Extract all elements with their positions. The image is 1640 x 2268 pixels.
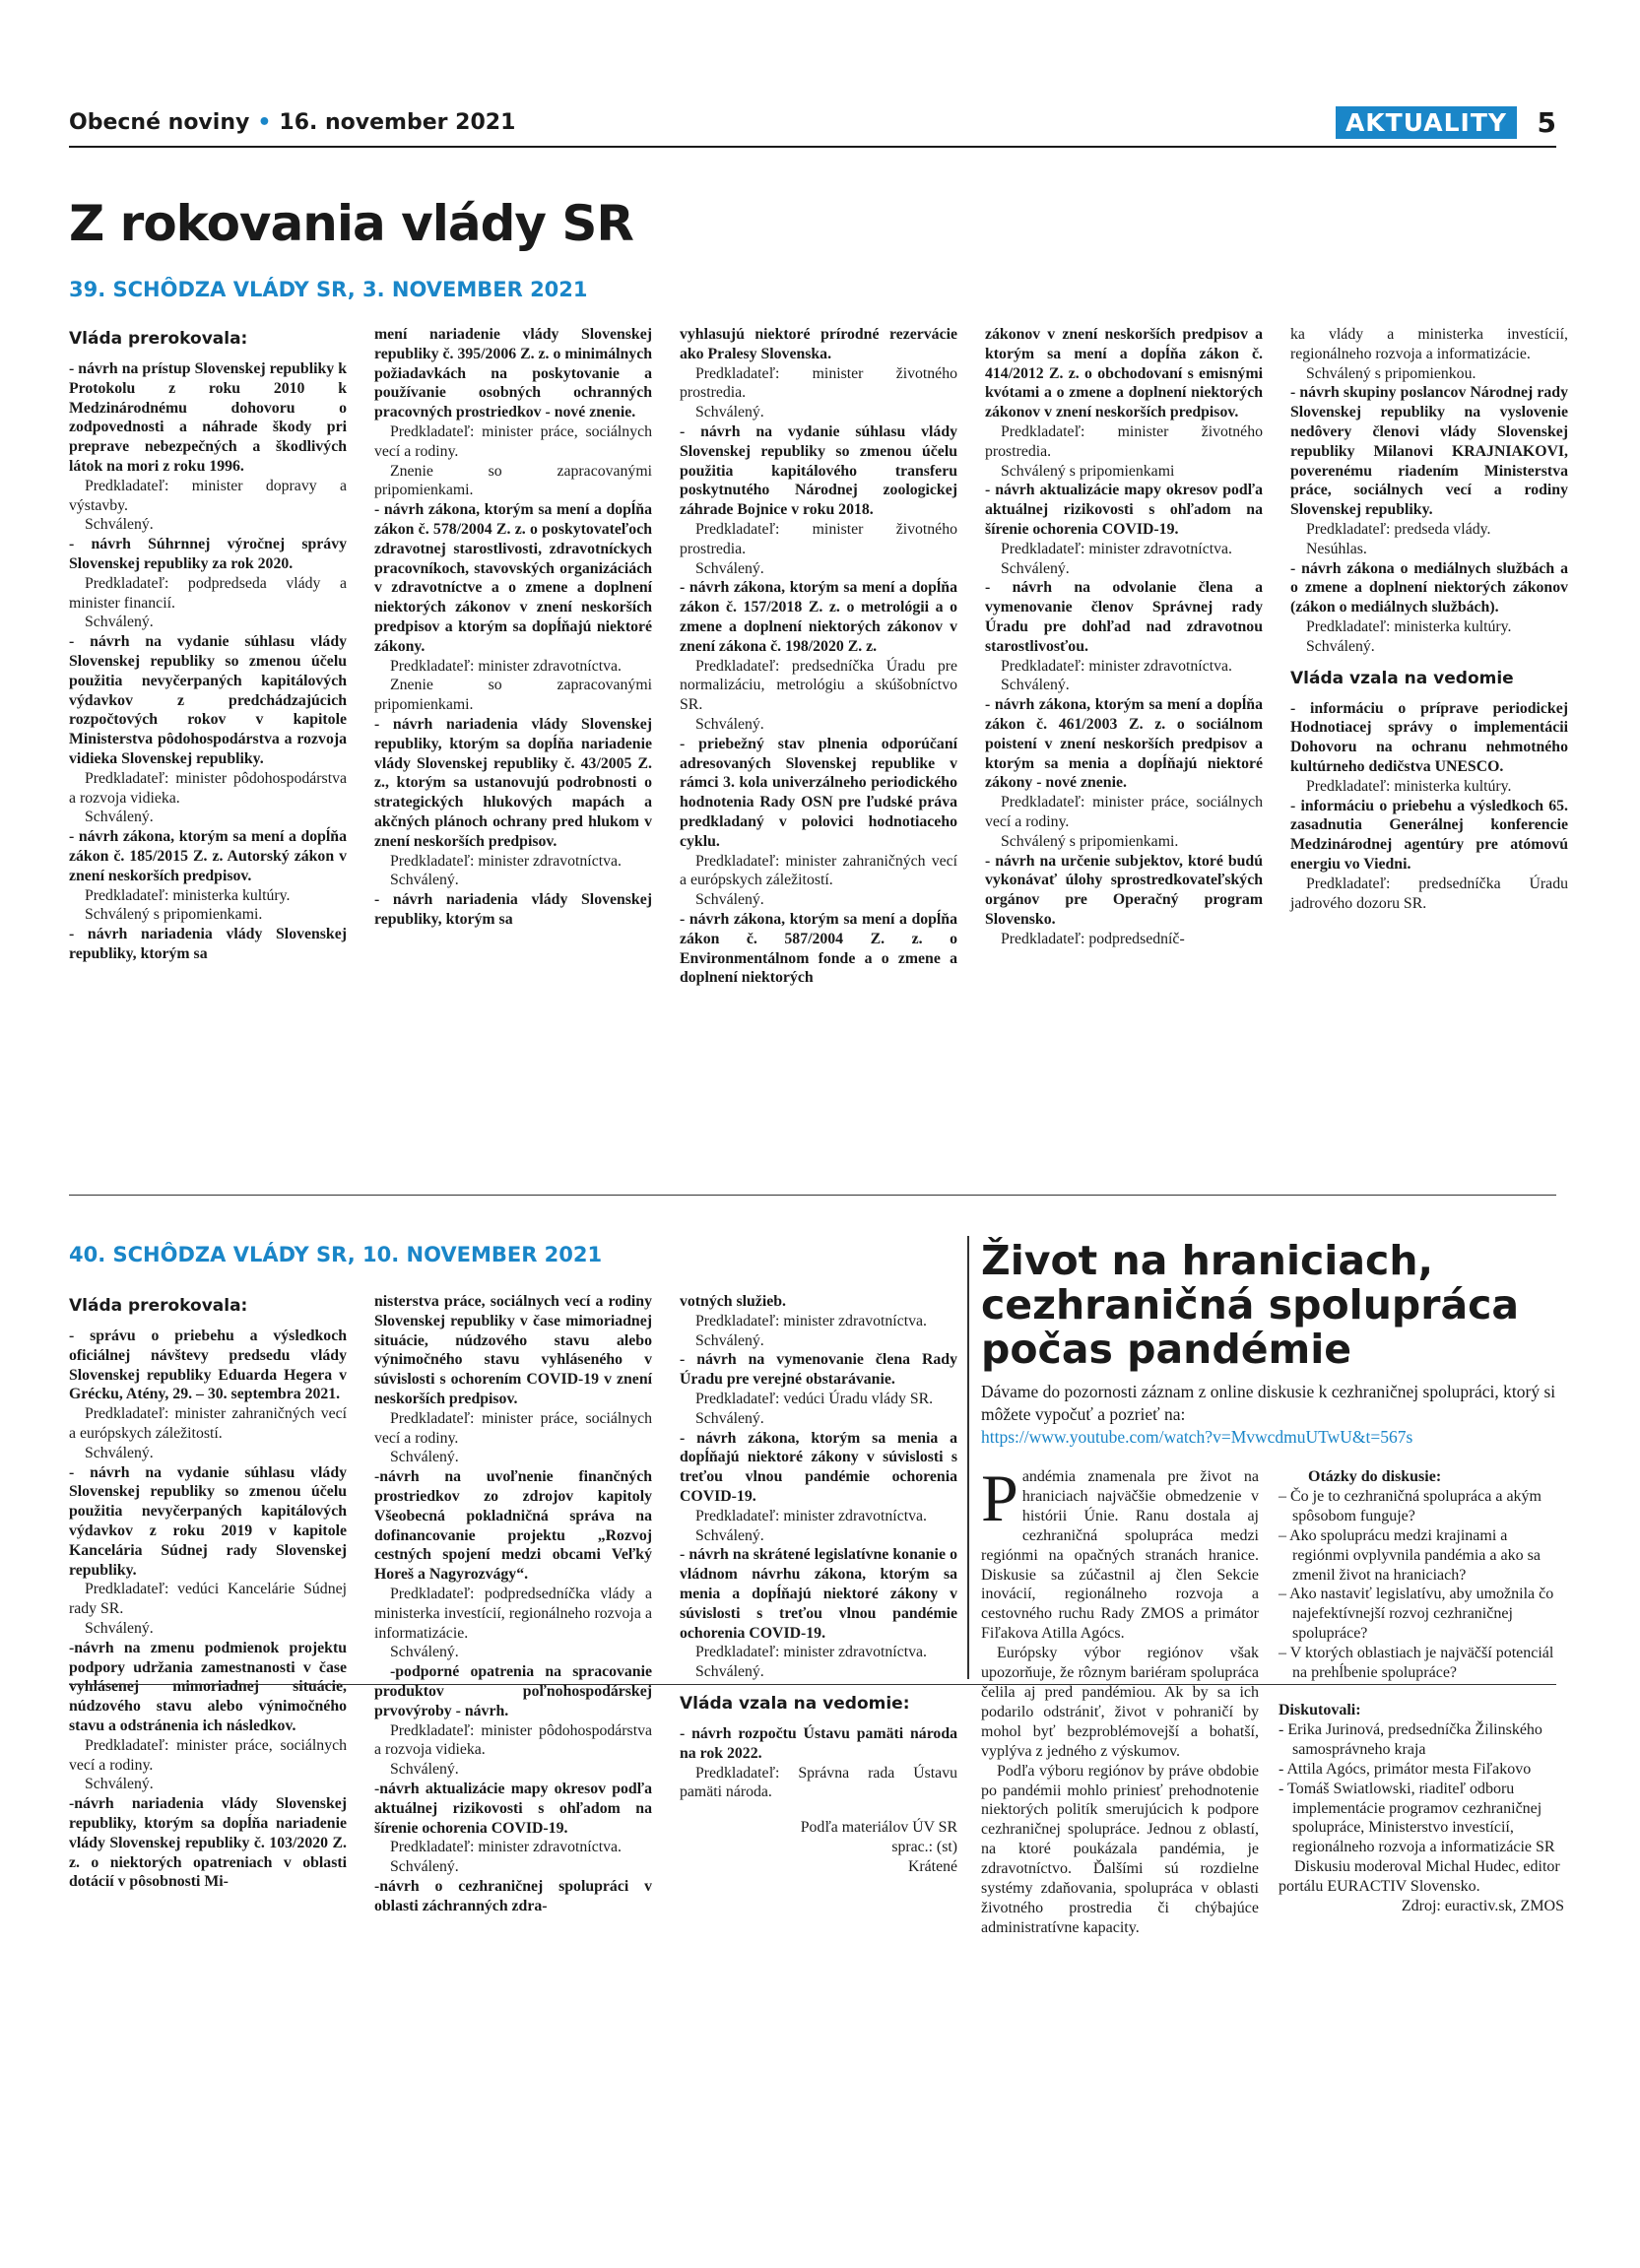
agenda-item: - návrh na skrátené legislatívne konanie o vládnom návrhu zákona, ktorým sa menia a dopĺňajú niektoré zákony v súvislosti s treťou vlnou pandémie ochorenia COVID-19.	[680, 1546, 957, 1642]
agenda-item: - návrh na vydanie súhlasu vlády Slovenskej republiky so zmenou účelu použitia nevyčerpaných kapitálových výdavkov z predchádzajúcich rozpočtových rokov v kapitole Ministerstva pôdohospodárstva a rozvoja vidieka Slovenskej republiky.	[69, 633, 347, 767]
agenda-note: Predkladateľ: minister zdravotníctva.	[1001, 657, 1232, 675]
agenda-note: Predkladateľ: minister pôdohospodárstva a rozvoja vidieka.	[69, 769, 347, 807]
agenda-item: -návrh o cezhraničnej spolupráci v oblasti záchranných zdra-	[374, 1877, 652, 1914]
agenda-note: Predkladateľ: ministerka kultúry.	[1306, 777, 1512, 795]
issue-date: 16. november 2021	[279, 110, 516, 135]
agenda-note: Schválený s pripomienkami.	[85, 906, 263, 924]
panel-list	[1279, 1720, 1564, 1857]
paper-name: Obecné noviny	[69, 110, 250, 135]
agenda-note: Predkladateľ: minister zahraničných vecí a európskych záležitostí.	[680, 852, 957, 889]
agenda-item: - informáciu o príprave periodickej Hodnotiacej správy o implementácii Dohovoru na ochranu nehmotného kultúrneho dedičstva UNESCO.	[1290, 699, 1568, 775]
agenda-note: Predkladateľ: ministerka kultúry.	[1306, 617, 1512, 635]
meeting-39-heading: 39. SCHÔDZA VLÁDY SR, 3. NOVEMBER 2021	[69, 278, 588, 301]
header-rule	[69, 146, 1556, 148]
agenda-note: Znenie so zapracovanými pripomienkami.	[374, 677, 652, 714]
agenda-note: Predkladateľ: podpredsedníč-	[1001, 930, 1185, 947]
agenda-item: - návrh na vydanie súhlasu vlády Slovenskej republiky so zmenou účelu použitia kapitálového transferu poskytnutého Národnej zoologickej záhrade Bojnice v roku 2018.	[680, 422, 957, 519]
agenda-note: Schválený.	[695, 1331, 764, 1349]
agenda-item: - návrh zákona, ktorým sa mení a dopĺňa zákon č. 587/2004 Z. z. o Environmentálnom fonde a o zmene a doplnení niektorých	[680, 910, 957, 987]
meeting-39-column-4	[985, 325, 1263, 949]
agenda-item: - návrh zákona o mediálnych službách a o zmene a doplnení niektorých zákonov (zákon o mediálnych službách).	[1290, 559, 1568, 616]
agenda-item: -návrh aktualizácie mapy okresov podľa aktuálnej rizikovosti s ohľadom na šírenie ochorenia COVID-19.	[374, 1780, 652, 1837]
masthead	[69, 110, 515, 135]
page-header	[69, 106, 1556, 146]
agenda-note: Schválený s pripomienkou.	[1306, 364, 1476, 382]
side-article-lead	[981, 1381, 1562, 1449]
agenda-item: -návrh nariadenia vlády Slovenskej republiky, ktorým sa dopĺňa nariadenie vlády Slovenskej republiky č. 103/2020 Z. z. o niektorých opatreniach v oblasti dotácií v pôsobnosti Mi-	[69, 1795, 347, 1891]
question-item: – Ako nastaviť legislatívu, aby umožnila čo najefektívnejší rozvoj cezhraničnej spolupráce?	[1279, 1586, 1554, 1643]
agenda-item: - priebežný stav plnenia odporúčaní adresovaných Slovenskej republike v rámci 3. kola univerzálneho periodického hodnotenia Rady OSN pre ľudské práva predkladaný v polovici hodnotiaceho cyklu.	[680, 735, 957, 850]
source-credit: Krátené	[908, 1857, 957, 1875]
agenda-subheading: Vláda vzala na vedomie:	[680, 1693, 910, 1714]
agenda-note: Predkladateľ: podpredsedníčka vlády a ministerka investícií, regionálneho rozvoja a informatizácie.	[374, 1585, 652, 1642]
agenda-item: -podporné opatrenia na spracovanie produktov poľnohospodárskej prvovýroby - návrh.	[374, 1663, 652, 1719]
agenda-item: - informáciu o priebehu a výsledkoch 65. zasadnutia Generálnej konferencie Medzinárodnej agentúry pre atómovú energiu vo Viedni.	[1290, 797, 1568, 873]
agenda-item: - návrh na prístup Slovenskej republiky k Protokolu z roku 2010 k Medzinárodnému dohovoru o zodpovednosti a náhrade škody pri preprave nebezpečných a škodlivých látok na mori z roku 1996.	[69, 360, 347, 475]
agenda-subheading: Vláda vzala na vedomie	[1290, 668, 1514, 688]
agenda-note: Znenie so zapracovanými pripomienkami.	[374, 462, 652, 499]
agenda-note: Predkladateľ: vedúci Úradu vlády SR.	[695, 1390, 934, 1407]
agenda-note: Predkladateľ: predsedníčka Úradu pre normalizáciu, metrológiu a skúšobníctvo SR.	[680, 657, 957, 714]
questions-list	[1279, 1487, 1564, 1683]
agenda-note: Schválený.	[85, 1776, 154, 1793]
agenda-note: Schválený.	[695, 715, 764, 733]
agenda-item: - návrh nariadenia vlády Slovenskej republiky, ktorým sa	[69, 926, 347, 962]
meeting-39-column-1	[69, 325, 347, 964]
agenda-subheading: Vláda prerokovala:	[69, 329, 248, 349]
agenda-note: Schválený.	[695, 891, 764, 909]
moderator-note: Diskusiu moderoval Michal Hudec, editor portálu EURACTIV Slovensko.	[1279, 1858, 1560, 1896]
lead-text: Dávame do pozornosti záznam z online diskusie k cezhraničnej spolupráci, ktorý si môžete vypočuť a pozrieť na:	[981, 1382, 1556, 1424]
agenda-note: Predkladateľ: predsedníčka Úradu jadrového dozoru SR.	[1290, 875, 1568, 912]
agenda-note: Schválený.	[85, 1619, 154, 1637]
agenda-note: Predkladateľ: minister práce, sociálnych vecí a rodiny.	[374, 1409, 652, 1447]
question-item: – Ako spoluprácu medzi krajinami a regiónmi ovplyvnila pandémia a ako sa zmenil život na hraniciach?	[1279, 1526, 1541, 1584]
agenda-note: Predkladateľ: minister dopravy a výstavby.	[69, 477, 347, 514]
agenda-note: Predkladateľ: ministerka kultúry.	[85, 886, 291, 904]
article-paragraph	[981, 1460, 1259, 1644]
agenda-note: Predkladateľ: minister zdravotníctva.	[695, 1312, 927, 1329]
source-credit: Podľa materiálov ÚV SR	[800, 1819, 957, 1837]
agenda-item: nisterstva práce, sociálnych vecí a rodiny Slovenskej republiky v čase mimoriadnej situácie, núdzového stavu alebo výnimočného stavu vyhláseného v súvislosti s ochorením COVID-19 v znení neskorších predpisov.	[374, 1293, 652, 1407]
page-number: 5	[1537, 106, 1556, 139]
meeting-39-column-3	[680, 325, 957, 988]
agenda-item: - správu o priebehu a výsledkoch oficiálnej návštevy predsedu vlády Slovenskej republiky Eduarda Hegera v Grécku, Atény, 29. – 30. septembra 2021.	[69, 1328, 347, 1403]
agenda-item: - návrh rozpočtu Ústavu pamäti národa na rok 2022.	[680, 1724, 957, 1762]
agenda-note: Schválený s pripomienkami.	[1001, 832, 1179, 850]
drop-cap: P	[981, 1460, 1018, 1535]
agenda-note: Schválený.	[390, 1858, 459, 1876]
agenda-note: Predkladateľ: minister pôdohospodárstva a rozvoja vidieka.	[374, 1721, 652, 1759]
video-link[interactable]: https://www.youtube.com/watch?v=MvwcdmuUTwU&t=567s	[981, 1427, 1413, 1447]
agenda-item: - návrh zákona, ktorým sa mení a dopĺňa zákon č. 461/2003 Z. z. o sociálnom poistení v znení neskorších predpisov a ktorým sa menia a dopĺňajú niektoré zákony - nové znenie.	[985, 696, 1263, 792]
agenda-note: Schválený.	[695, 1409, 764, 1427]
agenda-item: - návrh zákona, ktorým sa mení a dopĺňa zákon č. 578/2004 Z. z. o poskytovateľoch zdravotnej starostlivosti, zdravotníckych pracovníkoch, stavovských organizáciách v zdravotníctve a o zmene a doplnení niektorých zákonov v znení neskorších predpisov a ktorým sa dopĺňajú niektoré zákony.	[374, 501, 652, 655]
meeting-40-heading: 40. SCHÔDZA VLÁDY SR, 10. NOVEMBER 2021	[69, 1243, 603, 1266]
source-credit: sprac.: (st)	[891, 1838, 957, 1855]
meeting-40-column-2	[374, 1292, 652, 1916]
agenda-note: Schválený.	[1001, 677, 1070, 694]
agenda-note: Schválený.	[85, 1444, 154, 1461]
section-label: AKTUALITY	[1336, 106, 1517, 139]
agenda-item: - návrh nariadenia vlády Slovenskej republiky, ktorým sa	[374, 891, 652, 928]
agenda-item: votných služieb.	[680, 1293, 786, 1310]
agenda-note: Predkladateľ: Správna rada Ústavu pamäti národa.	[680, 1764, 957, 1801]
agenda-note: Predkladateľ: minister zdravotníctva.	[695, 1644, 927, 1661]
agenda-note: Predkladateľ: vedúci Kancelárie Súdnej rady SR.	[69, 1581, 347, 1618]
agenda-note: Predkladateľ: minister zdravotníctva.	[390, 1839, 622, 1856]
agenda-note: Schválený.	[695, 559, 764, 577]
agenda-note: Predkladateľ: minister životného prostredia.	[680, 520, 957, 557]
agenda-item: - návrh na odvolanie člena a vymenovanie členov Správnej rady Úradu pre dohľad nad zdravotnou starostlivosťou.	[985, 579, 1263, 655]
agenda-item: - návrh skupiny poslancov Národnej rady Slovenskej republiky na vyslovenie nedôvery členovi vlády Slovenskej republiky Milanovi KRAJNIAKOVI, poverenému riadením Ministerstva práce, sociálnych vecí a rodiny Slovenskej republiky.	[1290, 384, 1568, 519]
agenda-item: - návrh na určenie subjektov, ktoré budú vykonávať úlohy sprostredkovateľských orgánov pre Operačný program Slovensko.	[985, 852, 1263, 928]
agenda-item: - návrh Súhrnnej výročnej správy Slovenskej republiky za rok 2020.	[69, 536, 347, 572]
agenda-note: Schválený.	[85, 809, 154, 826]
panel-heading: Diskutovali:	[1279, 1701, 1361, 1718]
meeting-40-column-3	[680, 1292, 957, 1877]
question-item: – V ktorých oblastiach je najväčší potenciál na prehĺbenie spolupráce?	[1279, 1645, 1554, 1682]
agenda-note: Predkladateľ: predseda vlády.	[1306, 520, 1491, 538]
side-article-title: Život na hraniciach, cezhraničná spolupráca počas pandémie	[981, 1237, 1520, 1373]
agenda-note: Predkladateľ: minister práce, sociálnych vecí a rodiny.	[69, 1736, 347, 1774]
questions-heading: Otázky do diskusie:	[1308, 1468, 1442, 1485]
agenda-item: - návrh nariadenia vlády Slovenskej republiky, ktorým sa dopĺňa nariadenie vlády Slovenskej republiky č. 43/2005 Z. z., ktorým sa ustanovujú podrobnosti o strategických hlukových mapách a akčných plánoch ochrany pred hlukom v znení neskorších predpisov.	[374, 715, 652, 850]
agenda-note: Schválený.	[695, 1663, 764, 1681]
meeting-39-column-2	[374, 325, 652, 930]
agenda-note: Predkladateľ: minister životného prostredia.	[680, 364, 957, 402]
agenda-subheading: Vláda prerokovala:	[69, 1296, 248, 1316]
agenda-note: Predkladateľ: minister životného prostredia.	[985, 422, 1263, 460]
meeting-39-column-5	[1290, 325, 1568, 913]
agenda-note: Schválený.	[85, 614, 154, 631]
agenda-item: -návrh na zmenu podmienok projektu podpory udržania zamestnanosti v čase vyhlásenej mimoriadnej situácie, núdzového stavu alebo výnimočného stavu a odstránenia ich následkov.	[69, 1639, 347, 1734]
article-paragraph: Európsky výbor regiónov však upozorňuje, že rôznym bariéram spolupráca čelila aj pred pandémiou. Ak by sa ich podarilo odstrániť, život v pohraničí by mohol byť bezproblémovejší a bohatší, vyplýva z jedného z výskumov.	[981, 1645, 1259, 1760]
agenda-item: zákonov v znení neskorších predpisov a ktorým sa mení a dopĺňa zákon č. 414/2012 Z. z. o obchodovaní s emisnými kvótami a o zmene a doplnení niektorých zákonov v znení neskorších predpisov.	[985, 326, 1263, 421]
agenda-note: Predkladateľ: minister práce, sociálnych vecí a rodiny.	[985, 794, 1263, 830]
section-divider	[69, 1195, 1556, 1196]
panelist-item: - Attila Agócs, primátor mesta Fiľakovo	[1279, 1760, 1532, 1778]
agenda-note: ka vlády a ministerka investícií, regionálneho rozvoja a informatizácie.	[1290, 326, 1568, 362]
agenda-item: -návrh na uvoľnenie finančných prostriedkov zo zdrojov kapitoly Všeobecná pokladničná správa na dofinancovanie projektu „Rozvoj cestných spojení medzi obcami Veľký Horeš a Nagyrozvágy“.	[374, 1468, 652, 1584]
side-article-body	[981, 1460, 1259, 1938]
agenda-item: - návrh aktualizácie mapy okresov podľa aktuálnej rizikovosti s ohľadom na šírenie ochorenia COVID-19.	[985, 482, 1263, 538]
agenda-note: Predkladateľ: minister zdravotníctva.	[390, 657, 622, 675]
agenda-item: vyhlasujú niektoré prírodné rezervácie ako Pralesy Slovenska.	[680, 326, 957, 362]
agenda-item: - návrh na vymenovanie člena Rady Úradu pre verejné obstarávanie.	[680, 1351, 957, 1389]
article-paragraph: Podľa výboru regiónov by práve obdobie po pandémii mohlo priniesť prehodnotenie niektorých politík smerujúcich k podpore cezhraničnej spolupráce. Jednou z oblastí, na ktoré poukázala pandémia, je zdravotníctvo. Ďalšími sú rozdielne systémy zdaňovania, spolupráca v oblasti životného prostredia či chýbajúce administratívne kapacity.	[981, 1762, 1259, 1936]
paragraph-text: andémia znamenala pre život na hraniciach najväčšie obmedzenie v histórii Únie. Ranu dostala aj cezhraničná spolupráca medzi regiónmi na opačných stranách hranice. Diskusie sa zúčastnil aj člen Sekcie inovácií, regionálneho rozvoja a cestovného ruchu Rady ZMOS a primátor Fiľakova Atilla Agócs.	[981, 1468, 1259, 1643]
agenda-note: Schválený.	[390, 1449, 459, 1466]
separator-dot: •	[257, 110, 272, 135]
question-item: – Čo je to cezhraničná spolupráca a akým spôsobom funguje?	[1279, 1487, 1542, 1524]
agenda-item: mení nariadenie vlády Slovenskej republiky č. 395/2006 Z. z. o minimálnych požiadavkách na poskytovanie a používanie osobných ochranných pracovných prostriedkov - nové znenie.	[374, 326, 652, 421]
agenda-note: Schválený.	[695, 1526, 764, 1544]
agenda-note: Predkladateľ: minister zdravotníctva.	[390, 852, 622, 870]
agenda-note: Schválený.	[1306, 637, 1375, 655]
panelist-item: - Tomáš Swiatlowski, riaditeľ odboru implementácie programov cezhraničnej spolupráce, Ministerstvo investícií, regionálneho rozvoja a informatizácie SR	[1279, 1780, 1555, 1856]
column-divider	[967, 1236, 969, 1679]
agenda-note: Schválený.	[390, 1644, 459, 1661]
agenda-note: Predkladateľ: minister zahraničných vecí a európskych záležitostí.	[69, 1405, 347, 1442]
side-source: Zdroj: euractiv.sk, ZMOS	[1401, 1898, 1564, 1915]
agenda-note: Schválený.	[390, 872, 459, 889]
meeting-40-column-1	[69, 1292, 347, 1892]
agenda-note: Schválený.	[695, 404, 764, 421]
agenda-note: Predkladateľ: minister práce, sociálnych vecí a rodiny.	[374, 422, 652, 460]
agenda-item: - návrh zákona, ktorým sa mení a dopĺňa zákon č. 157/2018 Z. z. o metrológii a o zmene a doplnení niektorých zákonov v znení zákona č. 198/2020 Z. z.	[680, 579, 957, 655]
agenda-item: - návrh zákona, ktorým sa menia a dopĺňajú niektoré zákony v súvislosti s treťou vlnou pandémie ochorenia COVID-19.	[680, 1429, 957, 1505]
agenda-note: Schválený.	[85, 516, 154, 534]
side-article-questions	[1279, 1467, 1564, 1916]
agenda-item: - návrh zákona, ktorým sa mení a dopĺňa zákon č. 185/2015 Z. z. Autorský zákon v znení neskorších predpisov.	[69, 828, 347, 884]
agenda-note: Predkladateľ: podpredseda vlády a minister financií.	[69, 574, 347, 612]
bottom-rule	[69, 1684, 1556, 1685]
agenda-note: Schválený.	[1001, 559, 1070, 577]
page-title: Z rokovania vlády SR	[69, 195, 633, 252]
agenda-item: - návrh na vydanie súhlasu vlády Slovenskej republiky so zmenou účelu použitia nevyčerpaných kapitálových výdavkov z roku 2019 v kapitole Kancelária Súdnej rady Slovenskej republiky.	[69, 1463, 347, 1579]
panelist-item: - Erika Jurinová, predsedníčka Žilinského samosprávneho kraja	[1279, 1720, 1542, 1758]
agenda-note: Nesúhlas.	[1306, 540, 1367, 557]
agenda-note: Schválený.	[390, 1761, 459, 1779]
agenda-note: Predkladateľ: minister zdravotníctva.	[1001, 540, 1232, 557]
agenda-note: Predkladateľ: minister zdravotníctva.	[695, 1507, 927, 1524]
agenda-note: Schválený s pripomienkami	[1001, 462, 1175, 480]
